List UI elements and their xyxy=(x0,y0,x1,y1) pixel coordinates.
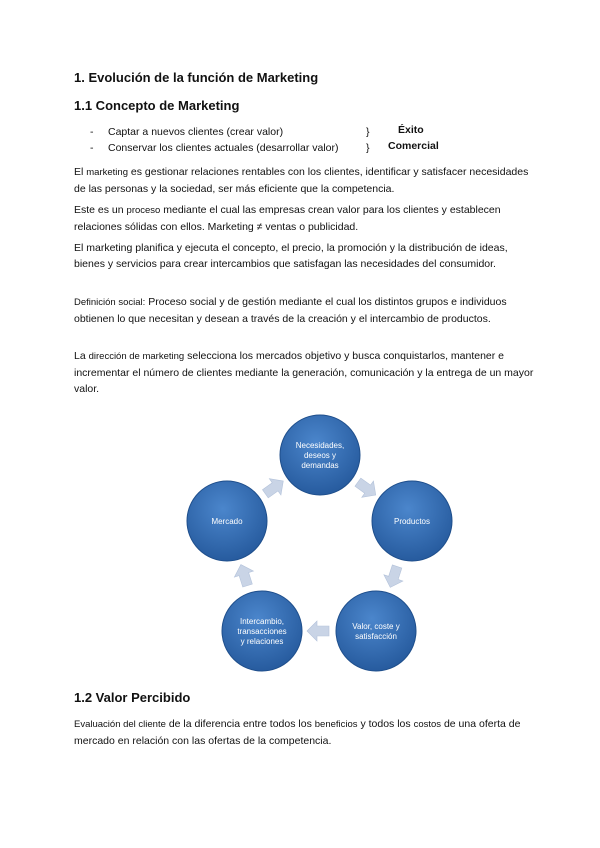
node-label: Valor, coste y xyxy=(352,622,400,631)
cycle-arrow xyxy=(307,621,329,641)
heading-section-1-1: 1.1 Concepto de Marketing xyxy=(74,98,240,113)
node-productos xyxy=(372,481,452,561)
node-label: Intercambio, xyxy=(239,617,285,626)
node-label: deseos y xyxy=(303,451,337,460)
node-label: Mercado xyxy=(211,517,243,526)
paragraph-marketing-direction: La dirección de marketing selecciona los mercados objetivo y busca conquistarlos, mantener e incrementar el número de clientes mediante la generación, comunicación y la entrega de un mayor valor. xyxy=(74,350,534,395)
label-exito: Éxito xyxy=(398,124,424,136)
heading-section-1: 1. Evolución de la función de Marketing xyxy=(74,70,319,85)
heading-section-1-2: 1.2 Valor Percibido xyxy=(74,690,191,705)
node-label: y relaciones xyxy=(240,637,284,646)
cycle-arrow xyxy=(381,563,407,590)
cycle-arrow xyxy=(260,473,290,502)
node-mercado xyxy=(187,481,267,561)
node-valor xyxy=(336,591,416,671)
list-item: - Captar a nuevos clientes (crear valor) } xyxy=(90,126,370,138)
paragraph-social-definition: Definición social: Proceso social y de gestión mediante el cual los distintos grupos e individuos obtienen lo que necesitan y desean a través de la creación y el intercambio de productos. xyxy=(74,296,507,325)
node-label: demandas xyxy=(301,461,339,470)
paragraph-marketing-definition: El marketing es gestionar relaciones rentables con los clientes, identificar y satisfacer necesidades de las personas y la sociedad, ser más eficiente que la competencia. xyxy=(74,166,529,195)
paragraph-perceived-value: Evaluación del cliente de la diferencia entre todos los beneficios y todos los costos de una oferta de mercado en relación con las ofertas de la competencia. xyxy=(74,718,521,747)
label-comercial: Comercial xyxy=(388,140,439,152)
cycle-arrow xyxy=(352,474,382,503)
node-label: Necesidades, xyxy=(295,441,345,450)
node-intercambio xyxy=(222,591,302,671)
paragraph-planning: El marketing planifica y ejecuta el concepto, el precio, la promoción y la distribución de ideas, bienes y servicios para crear intercambios que satisfagan las necesidades del consumidor. xyxy=(74,242,508,270)
node-circle xyxy=(336,591,416,671)
paragraph-process: Este es un proceso mediante el cual las empresas crean valor para los clientes y establecen relaciones sólidas con ellos. Marketing ≠ ventas o publicidad. xyxy=(74,204,501,233)
node-label: transacciones xyxy=(237,627,287,636)
node-label: satisfacción xyxy=(355,632,397,641)
node-label: Productos xyxy=(393,517,431,526)
cycle-arrow xyxy=(231,562,257,589)
list-item: - Conservar los clientes actuales (desarrollar valor) } xyxy=(90,142,370,154)
node-necesidades xyxy=(280,415,360,495)
